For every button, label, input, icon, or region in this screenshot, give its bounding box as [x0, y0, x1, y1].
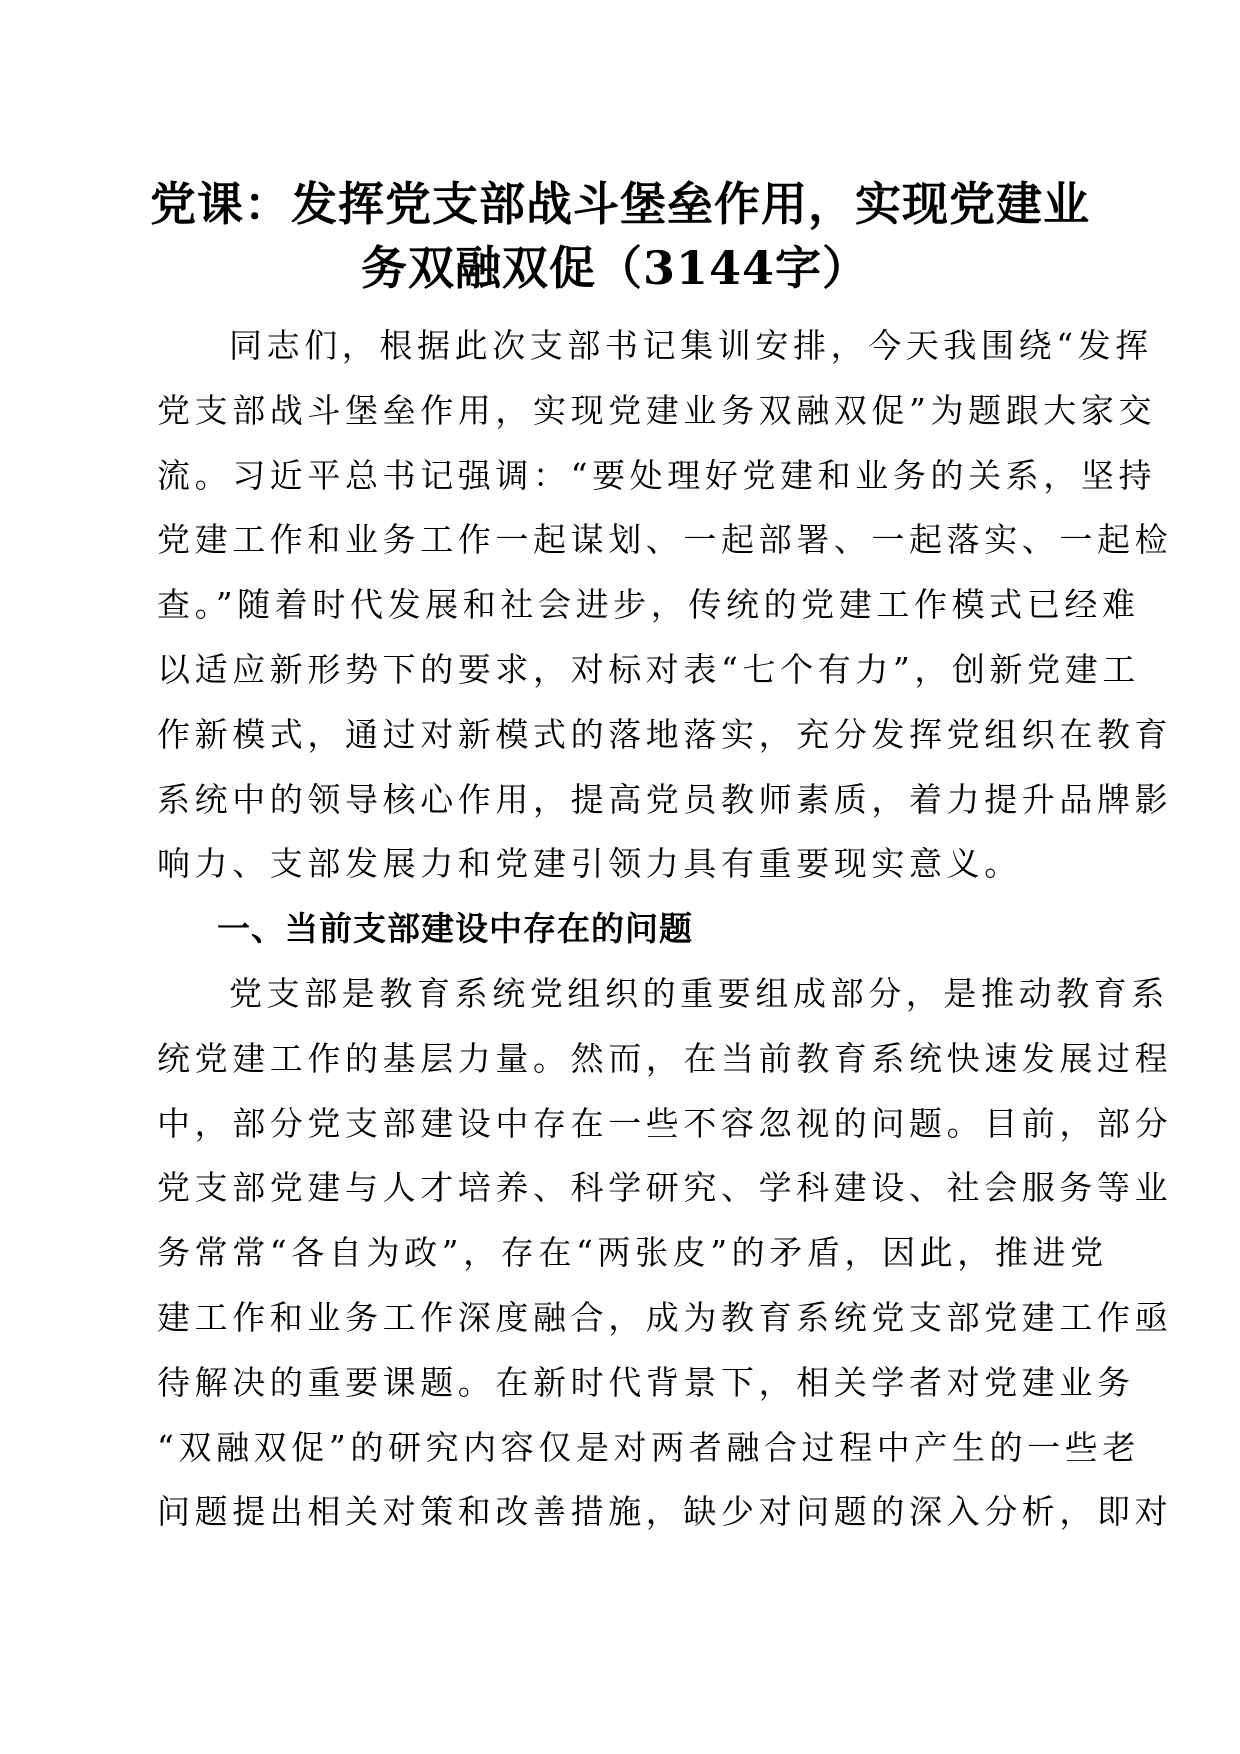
paragraph-line: 系统中的领导核心作用，提高党员教师素质，着力提升品牌影 [157, 779, 1173, 819]
paragraph-line: 流。习近平总书记强调：“要处理好党建和业务的关系，坚持 [157, 455, 1157, 495]
paragraph-line: 响力、支部发展力和党建引领力具有重要现实意义。 [157, 844, 1022, 884]
paragraph-section-1 [157, 962, 1173, 1545]
document-body [157, 314, 1173, 1545]
paragraph-line: 以适应新形势下的要求，对标对表“七个有力”，创新党建工 [157, 649, 1140, 689]
paragraph-line: 中，部分党支部建设中存在一些不容忽视的问题。目前，部分 [157, 1103, 1173, 1143]
paragraph-line: 党支部是教育系统党组织的重要组成部分，是推动教育系 [229, 973, 1169, 1013]
paragraph-line: 党支部战斗堡垒作用，实现党建业务双融双促”为题跟大家交 [157, 390, 1157, 430]
document-title [150, 172, 1090, 300]
paragraph-line: 问题提出相关对策和改善措施，缺少对问题的深入分析，即对 [157, 1492, 1173, 1532]
paragraph-line: 务常常“各自为政”，存在“两张皮”的矛盾，因此，推进党 [157, 1233, 1108, 1273]
paragraph-line: 统党建工作的基层力量。然而，在当前教育系统快速发展过程 [157, 1038, 1173, 1078]
paragraph-line: 党支部党建与人才培养、科学研究、学科建设、社会服务等业 [157, 1168, 1173, 1208]
paragraph-line: 待解决的重要课题。在新时代背景下，相关学者对党建业务 [157, 1362, 1135, 1402]
paragraph-intro [157, 314, 1173, 897]
paragraph-line: 查。”随着时代发展和社会进步，传统的党建工作模式已经难 [157, 585, 1140, 625]
paragraph-line: 同志们，根据此次支部书记集训安排，今天我围绕“发挥 [229, 326, 1153, 365]
paragraph-line: 作新模式，通过对新模式的落地落实，充分发挥党组织在教育 [157, 714, 1173, 754]
title-line-2: 务双融双促（3144字） [360, 241, 870, 295]
section-heading: 一、当前支部建设中存在的问题 [217, 909, 693, 949]
title-line-1: 党课：发挥党支部战斗堡垒作用，实现党建业 [150, 177, 1090, 231]
paragraph-line: “双融双促”的研究内容仅是对两者融合过程中产生的一些老 [157, 1427, 1140, 1467]
paragraph-line: 建工作和业务工作深度融合，成为教育系统党支部党建工作亟 [157, 1297, 1173, 1337]
paragraph-line: 党建工作和业务工作一起谋划、一起部署、一起落实、一起检 [157, 520, 1173, 560]
